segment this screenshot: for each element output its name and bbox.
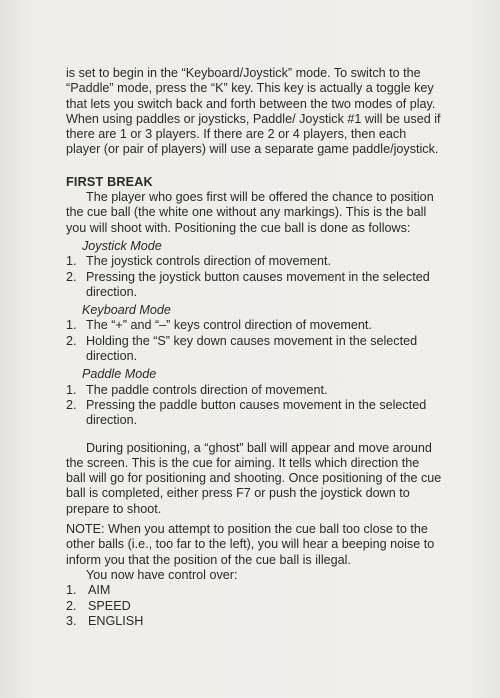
page-content [66,66,442,629]
paddle-mode-title: Paddle Mode [82,367,157,382]
joystick-mode-title: Joystick Mode [82,238,162,253]
item-number: 3. [66,613,77,628]
item-number: 2. [66,397,77,412]
item-number: 1. [66,254,77,269]
item-text: Pressing the joystick button causes movement in the selected direction. [86,269,430,299]
item-number: 1. [66,583,77,598]
item-text: The paddle controls direction of movement. [86,382,328,397]
list-item [66,583,442,598]
item-number: 2. [66,269,77,284]
first-break-paragraph: The player who goes first will be offered the chance to position the cue ball (the white one without any markings). This is the ball you will shoot with. Positioning the cue ball is done as follows: [66,190,434,235]
item-number: 2. [66,598,77,613]
list-item [66,398,442,429]
item-number: 1. [66,382,77,397]
item-text: SPEED [88,598,131,613]
item-number: 2. [66,333,77,348]
item-text: AIM [88,583,111,598]
intro-paragraph: is set to begin in the “Keyboard/Joystick” mode. To switch to the “Paddle” mode, press the “K” key. This key is actually a toggle key that lets you switch back and forth between the two modes of play. When using paddles or joysticks, Paddle/ Joystick #1 will be used if there are 1 or 3 players. If there are 2 or 4 players, then each player (or pair of players) will use a separate game paddle/joystick. [66,66,441,157]
item-text: Pressing the paddle button causes movement in the selected direction. [86,397,427,428]
note-paragraph: NOTE: When you attempt to position the cue ball too close to the other balls (i.e., too far to the left), you will hear a beeping noise to inform you that the position of the cue ball is illegal. [66,522,435,567]
list-item [66,599,442,614]
list-item [66,383,442,398]
item-text: Holding the “S” key down causes movement in the selected direction. [86,333,418,364]
item-number: 1. [66,318,77,333]
controls-list [66,583,442,629]
list-item [66,254,442,269]
list-item [66,270,442,301]
keyboard-mode-title: Keyboard Mode [82,303,171,318]
item-text: ENGLISH [88,613,144,628]
list-item [66,334,442,365]
first-break-heading: FIRST BREAK [66,174,153,189]
list-item [66,614,442,629]
item-text: The joystick controls direction of movement. [86,254,331,269]
control-intro: You now have control over: [86,567,238,582]
list-item [66,318,442,333]
positioning-paragraph: During positioning, a “ghost” ball will appear and move around the screen. This is the cue for aiming. It tells which direction the ball will go for positioning and shooting. Once positioning of the cue ball is completed, either press F7 or push the joystick down to prepare to shoot. [66,440,442,516]
item-text: The “+” and “–” keys control direction of movement. [86,318,372,333]
